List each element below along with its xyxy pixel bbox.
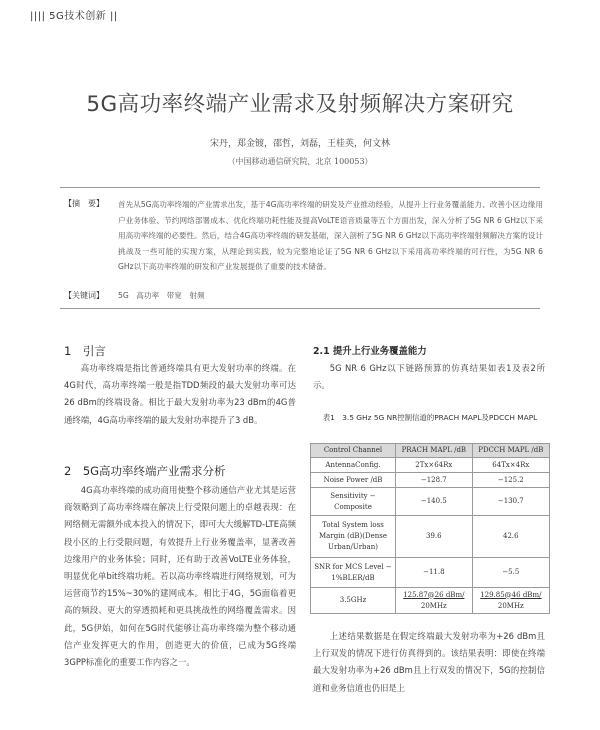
table-cell: Noise Power /dB — [311, 473, 396, 488]
section-2-paragraph: 4G高功率终端的成功商用使整个移动通信产业尤其是运营商领略到了高功率终端在解决上行受限问题上的卓越表现：在网络侧无需额外成本投入的情况下，即可大大缓解TD-LTE高频段小区的上行受限问题，有效提升上行业务覆盖率，显著改善边缘用户的业务体验；同时，还有助于改善VoLTE业务体验，明显优化单bit终端功耗。若以高功率终端进行网络规划，可为运营商节约15%~30%的建网成本。相比于4G，5G面临着更高的频段、更大的穿透损耗和更具挑战性的网络覆盖需求。因此，5G伊始，如何在5G时代能够让高功率终端为整个移动通信产业发挥更大的作用，创造更大的价值，已成为5G终端3GPP标准化的重要工作内容之一。 — [64, 485, 296, 668]
table-cell: −5.5 — [472, 558, 549, 588]
section-2-body — [64, 482, 296, 671]
table-cell-unit: 20MHz — [420, 601, 447, 610]
affiliation: （中国移动通信研究院，北京 100053） — [227, 157, 373, 166]
keywords-text: 5G 高功率 带宽 射频 — [118, 291, 205, 300]
table-row — [311, 558, 550, 588]
table-cell-value: 129.85@46 dBm/ — [480, 590, 542, 599]
section-1-body — [64, 360, 296, 429]
table-cell: Total System loss Margin (dB)(Dense Urban/Urban) — [311, 516, 396, 558]
abstract-top-rule — [60, 187, 540, 188]
table-row — [311, 516, 550, 558]
table-cell: 3.5GHz — [311, 588, 396, 614]
abstract-label: 【摘 要】 — [64, 199, 104, 208]
table-cell: −130.7 — [472, 488, 549, 516]
mapl-table — [310, 443, 550, 614]
author-list: 宋丹，郑金镀，邵哲，刘磊，王桂英，何文林 — [209, 139, 390, 149]
table-cell: 42.6 — [472, 516, 549, 558]
table-cell: −125.2 — [472, 473, 549, 488]
table-cell: AntennaConfig. — [311, 458, 396, 473]
table-row — [311, 588, 550, 614]
results-body — [313, 628, 545, 697]
table-cell — [396, 588, 473, 614]
table-cell: 39.6 — [396, 516, 473, 558]
abstract-bottom-rule — [60, 308, 540, 309]
table-header-cell: PDCCH MAPL /dB — [472, 444, 549, 458]
table-cell: −128.7 — [396, 473, 473, 488]
paper-title: 5G高功率终端产业需求及射频解决方案研究 — [86, 92, 514, 117]
table-header-row — [311, 444, 550, 458]
table-cell: −11.8 — [396, 558, 473, 588]
table-cell: SNR for MCS Level − 1%BLER/dB — [311, 558, 396, 588]
table-cell-unit: 20MHz — [497, 601, 524, 610]
section-2-1-paragraph: 5G NR 6 GHz以下链路预算的仿真结果如表1及表2所示。 — [313, 363, 545, 391]
abstract-text: 首先从5G高功率终端的产业需求出发，基于4G高功率终端的研发及产业推动经验，从提升上行业务覆盖能力、改善小区边缘用户业务体验、节约网络部署成本、优化终端功耗性能及提高VoLTE语音质量等五个方面出发，深入分析了5G NR 6 GHz以下采用高功率终端的必要性。然后，结合4G高功率终端的研发基础，深入剖析了5G NR 6 GHz以下高功率终端射频解决方案的设计挑战及一些可能的实现方案，从理论到实践，较为完整地论证了5G NR 6 GHz以下采用高功率终端的可行性，为5G NR 6 GHz以下高功率终端的研发和产业发展提供了重要的技术储备。 — [118, 200, 543, 272]
section-2-1-body — [313, 360, 545, 394]
table-cell-value: 125.87@26 dBm/ — [403, 590, 465, 599]
section-2-1-heading: 2.1 提升上行业务覆盖能力 — [313, 346, 427, 357]
table-cell: 64Tx×4Rx — [472, 458, 549, 473]
keywords-label: 【关键词】 — [64, 291, 104, 300]
table-cell: Sensitivity − Composite — [311, 488, 396, 516]
table-header-cell: Control Channel — [311, 444, 396, 458]
table-row — [311, 458, 550, 473]
section-1-paragraph: 高功率终端是指比普通终端具有更大发射功率的终端。在4G时代，高功率终端一般是指TDD频段的最大发射功率可达26 dBm的终端设备。相比于最大发射功率为23 dBm的4G普通终端，4G高功率终端的最大发射功率提升了3 dB。 — [64, 363, 296, 425]
journal-section-tag: |||| 5G技术创新 || — [30, 11, 118, 22]
table-header-cell: PRACH MAPL /dB — [396, 444, 473, 458]
table-row — [311, 473, 550, 488]
section-2-heading: 2 5G高功率终端产业需求分析 — [64, 464, 226, 478]
table-cell — [472, 588, 549, 614]
section-1-heading: 1 引言 — [64, 344, 106, 358]
table-row — [311, 488, 550, 516]
results-paragraph: 上述结果数据是在假定终端最大发射功率为+26 dBm且上行双发的情况下进行仿真得到的。该结果表明：即使在终端最大发射功率为+26 dBm且上行双发的情况下，5G的控制信道和业务信道也仍旧是上 — [313, 631, 545, 693]
table-caption: 表1 3.5 GHz 5G NR控制信道的PRACH MAPL及PDCCH MAPL — [322, 413, 538, 422]
table-cell: 2Tx×64Rx — [396, 458, 473, 473]
table-cell: −140.5 — [396, 488, 473, 516]
